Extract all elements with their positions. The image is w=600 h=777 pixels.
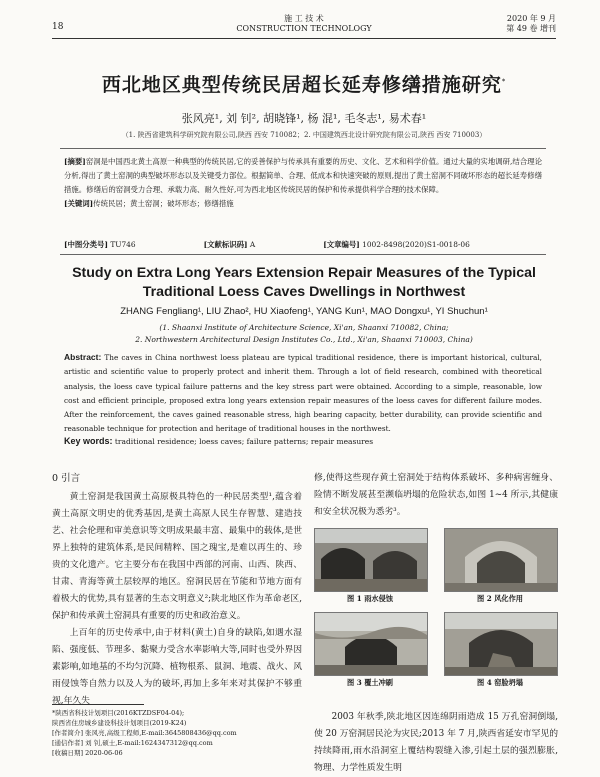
- clc-field: [64, 239, 170, 250]
- figure-1-photo: [314, 528, 428, 592]
- title-cn-text: 西北地区典型传统民居超长延寿修缮措施研究: [101, 74, 502, 96]
- body-left-column: [52, 470, 302, 710]
- figure-grid: [314, 528, 558, 708]
- classification-row: [64, 239, 542, 250]
- figure-2-photo: [444, 528, 558, 592]
- header-rule: [52, 38, 556, 39]
- footnote-received-date: [收稿日期] 2020-06-06: [52, 749, 123, 757]
- body-right-column-continued: [314, 709, 558, 777]
- doc-label: [文献标识码]: [203, 240, 248, 249]
- footnote-funding-1: *陕西省科技计划项目(2016KTZDSF04-04);: [52, 709, 185, 717]
- abstract-cn-label: [摘要]: [64, 157, 86, 166]
- paragraph: 2003 年秋季,陕北地区因连绵阴雨造成 15 万孔窑洞倒塌,使 20 万窑洞居民沦为灾民;2013 年 7 月,陕西省延安市罕见的持续降雨,雨水沿洞室上覆结构裂缝入渗,引起土层的强烈膨胀,物理、力学性质发生明: [314, 712, 558, 773]
- issue-volume: 第 49 卷 增刊: [506, 24, 556, 33]
- journal-name: [52, 14, 556, 34]
- issue-info: [506, 14, 556, 34]
- keywords-en-text: traditional residence; loess caves; failure patterns; repair measures: [114, 437, 374, 446]
- abstract-cn: [64, 155, 542, 211]
- paragraph: 修,使得这些现存黄土窑洞处于结构体系破坏、多种病害缠身、险情不断发展甚至濒临坍塌的危险状态,如图 1~4 所示,其健康和安全状况极为悉劣³。: [314, 473, 558, 517]
- clc-value: TU746: [110, 240, 136, 249]
- abstract-en: [64, 350, 542, 437]
- keywords-en-label: Key words:: [64, 436, 113, 446]
- footnote-rule: [52, 704, 144, 705]
- paragraph: 上百年的历史传承中,由于材料(黄土)自身的缺陷,如遇水湿陷、强度低、节理多、黏聚力受含水率影响大等,同时也受外界因素影响,如地基的不均匀沉降、植物根系、鼠洞、地震、战火、风雨侵蚀等自然力以及人为的破坏,再加上多年来对其保护不够重视,年久失: [52, 628, 302, 706]
- affiliation-en-2: 2. Northwestern Architectural Design Institutes Co., Ltd., Xi'an, Shaanxi 710003, China): [135, 335, 473, 344]
- article-label: [文章编号]: [323, 240, 360, 249]
- clc-label: [中图分类号]: [64, 240, 108, 249]
- figure-4-caption: 图 4 窑脸坍塌: [477, 678, 523, 687]
- section-heading: 0 引言: [52, 473, 81, 484]
- footnote-correspondent: [通信作者] 刘 钊,硕士,E-mail:1624347312@qq.com: [52, 739, 213, 747]
- title-en: [52, 264, 556, 302]
- journal-name-en: CONSTRUCTION TECHNOLOGY: [236, 24, 372, 33]
- figure-4-photo: [444, 612, 558, 676]
- affiliation-en-1: (1. Shaanxi Institute of Architecture Science, Xi'an, Shaanxi 710082, China;: [159, 323, 449, 332]
- title-en-line1: Study on Extra Long Years Extension Repair Measures of the Typical: [72, 265, 536, 281]
- article-value: 1002-8498(2020)S1-0018-06: [362, 240, 470, 249]
- figure-2-caption: 图 2 风化作用: [477, 594, 523, 603]
- authors-en: ZHANG Fengliang¹, LIU Zhao², HU Xiaofeng¹, YANG Kun¹, MAO Dongxu¹, YI Shuchun¹: [120, 306, 488, 317]
- title-en-line2: Traditional Loess Caves Dwellings in Northwest: [142, 284, 466, 300]
- doc-value: A: [249, 240, 256, 249]
- keywords-cn-label: [关键词]: [64, 199, 94, 208]
- footnotes: [52, 708, 306, 758]
- figure-3-caption: 图 3 覆土冲刷: [347, 678, 393, 687]
- footnote-funding-2: 陕西省住房城乡建设科技计划项目(2019-K24): [52, 719, 187, 727]
- keywords-cn-text: 传统民居；黄土窑洞；破坏形态；修缮措施: [93, 199, 234, 208]
- doc-code-field: [204, 239, 290, 250]
- article-number-field: [323, 239, 504, 250]
- abstract-en-label: Abstract:: [64, 352, 102, 362]
- title-cn: [52, 70, 556, 97]
- keywords-en: [64, 436, 542, 446]
- issue-date: 2020 年 9 月: [506, 14, 556, 23]
- authors-cn: 张风亮¹, 刘 钊², 胡晓锋¹, 杨 混¹, 毛冬志¹, 易术春¹: [181, 112, 427, 125]
- abstract-bottom-rule: [60, 254, 546, 255]
- abstract-en-text: The caves in China northwest loess plateau are typical traditional residence, there is important historical, cultural, artistic and scientific value to properly protect and inherit them. Through a lot of field research, combined with theoretical analysis, the loess cave typical failure patterns and the key stress part were obtained. According to a simple, reasonable, low cost and efficient principle, proposed extra long years extension repair measures of the loess caves for different failure modes. After the reinforcement, the caves gained reasonable stress, high bearing capacity, better durability, can provide scientific and reasonable technique for protection and heritage of traditional houses in the northwest.: [64, 353, 542, 434]
- journal-name-cn: 施 工 技 术: [284, 14, 324, 23]
- footnote-author: [作者简介] 张风亮,高级工程师,E-mail:3645808436@qq.com: [52, 729, 237, 737]
- figure-1-caption: 图 1 雨水侵蚀: [347, 594, 393, 603]
- running-header: [52, 8, 556, 38]
- page-number: 18: [52, 22, 64, 32]
- affiliation-cn: （1. 陕西省建筑科学研究院有限公司,陕西 西安 710082；2. 中国建筑西北设计研究院有限公司,陕西 西安 710003）: [121, 131, 487, 139]
- paragraph: 黄土窑洞是我国黄土高原极具特色的一种民居类型¹,蕴含着黄土高原文明史的优秀基因,是黄土高原人民生存智慧、建造技艺、社会伦理和审美意识等文明成果最丰富、最集中的载体,是世界上独特的建筑体系,是民间精粹、国之瑰宝,是难以再生的、珍贵的文化遗产。它主要分布在我国中西部的河南、山西、陕西、甘肃、青海等黄土层较厚的地区。窑洞民居在节能和节地方面有着极大的优势,具有显著的生态文明意义²;陕北地区作为革命老区,保护和传承黄土窑洞具有重要的历史和政治意义。: [52, 492, 302, 621]
- figure-3-photo: [314, 612, 428, 676]
- abstract-cn-text: 窑洞是中国西北黄土高原一种典型的传统民居,它的妥善保护与传承具有重要的历史、文化、艺术和科学价值。通过大量的实地调研,结合理论分析,得出了黄土窑洞的典型破坏形态以及关键受力部位。根据简单、合理、低成本和快速突破的原则,提出了黄土窑洞不同破坏形态的超长延寿修缮措施。修缮后的窑洞受力合理、承载力高、耐久性好,可为西北地区传统民居的保护和传承提供科学合理的技术保障。: [64, 157, 542, 194]
- affiliation-en: [52, 322, 556, 346]
- title-footnote-mark: *: [501, 78, 507, 86]
- abstract-top-rule: [60, 148, 546, 149]
- body-right-column: [314, 470, 558, 521]
